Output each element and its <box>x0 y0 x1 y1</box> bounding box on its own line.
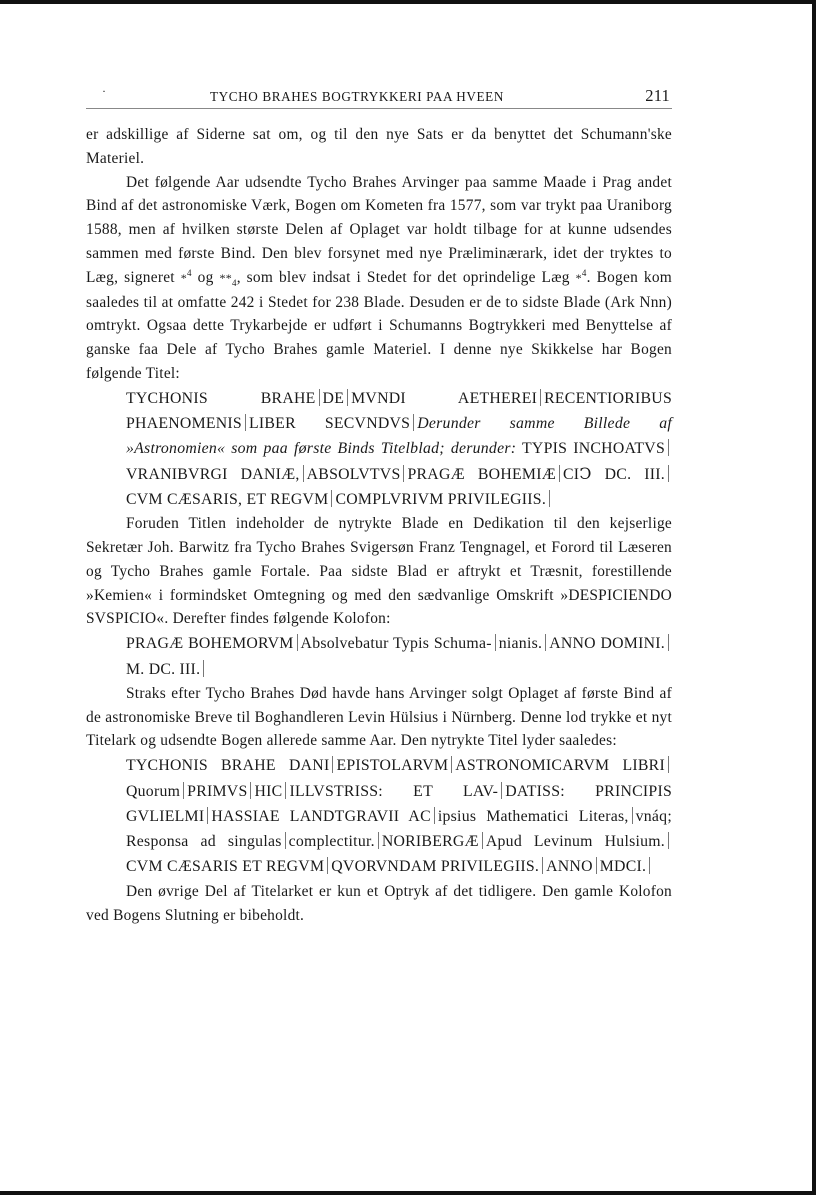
line-break-mark <box>331 490 332 507</box>
line-break-mark <box>378 832 379 849</box>
book-page <box>86 86 672 927</box>
title-segment: Apud Levinum Hulsium. <box>485 833 666 851</box>
line-break-mark <box>297 634 298 651</box>
line-break-mark <box>183 782 184 799</box>
line-break-mark <box>303 465 304 482</box>
line-break-mark <box>347 389 348 406</box>
line-break-mark <box>285 782 286 799</box>
title-segment: PRAGÆ BOHEMIÆ <box>407 465 557 483</box>
title-quote-2 <box>126 753 672 879</box>
colophon-segment: ANNO DOMINI. <box>549 635 665 653</box>
line-break-mark <box>403 465 404 482</box>
page-number: 211 <box>645 86 670 105</box>
line-break-mark <box>482 832 483 849</box>
colophon-segment: Absolvebatur Typis Schuma- <box>300 635 492 653</box>
line-break-mark <box>495 634 496 651</box>
title-segment: complectitur. <box>288 833 375 851</box>
colophon-segment: PRAGÆ BOHEMORVM <box>126 635 294 653</box>
line-break-mark <box>413 414 414 431</box>
running-title: TYCHO BRAHES BOGTRYKKERI PAA HVEEN <box>210 89 504 104</box>
signature-subscript: 4 <box>231 277 237 288</box>
line-break-mark <box>649 857 650 874</box>
title-segment: vnáq; Responsa ad singulas <box>126 807 672 851</box>
line-break-mark <box>501 782 502 799</box>
title-segment: HIC <box>254 782 283 800</box>
line-break-mark <box>596 857 597 874</box>
signature-superscript: 4 <box>186 267 192 278</box>
colophon-segment: M. DC. III. <box>126 660 201 678</box>
paragraph-2-part-b: og <box>197 268 214 286</box>
line-break-mark <box>327 857 328 874</box>
line-break-mark <box>668 465 669 482</box>
title-segment: LIBER SECVNDVS <box>248 415 411 433</box>
running-head <box>86 86 672 108</box>
title-segment: CVM CÆSARIS, ET REGVM <box>126 490 329 508</box>
title-segment: COMPLVRIVM PRIVILEGIIS. <box>335 490 547 508</box>
scan-border-right <box>812 0 816 1195</box>
line-break-mark <box>332 756 333 773</box>
title-segment: PRIMVS <box>187 782 248 800</box>
title-segment: CIↃ DC. III. <box>563 465 665 483</box>
title-segment: RECENTIORIBUS PHAENOMENIS <box>126 389 672 433</box>
paragraph-4: Straks efter Tycho Brahes Død havde hans Arvinger solgt Oplaget af første Bind af de astronomiske Breve til Boghandleren Levin Hülsius i Nürnberg. Denne lod trykke et nyt Titelark og udsendte Bogen allerede samme Aar. Den nytrykte Titel lyder saaledes: <box>86 684 672 750</box>
line-break-mark <box>632 807 633 824</box>
title-segment: ILLVSTRISS: ET LAV- <box>289 782 499 800</box>
title-segment: MVNDI AETHEREI <box>351 389 538 407</box>
line-break-mark <box>540 389 541 406</box>
scan-border-bottom <box>0 1191 816 1195</box>
header-mark: · <box>102 84 107 98</box>
title-segment: Quorum <box>126 782 181 800</box>
title-segment: ipsius Mathematici Literas, <box>437 807 629 825</box>
signature-mark: * <box>180 270 187 285</box>
line-break-mark <box>434 807 435 824</box>
line-break-mark <box>250 782 251 799</box>
signature-mark: ** <box>219 270 232 285</box>
line-break-mark <box>668 634 669 651</box>
title-segment: TYPIS INCHOATVS <box>522 440 665 458</box>
title-segment: DATISS: PRINCIPIS GVLIELMI <box>126 782 672 825</box>
title-segment: TYCHONIS BRAHE DANI <box>126 757 330 775</box>
paragraph-3: Foruden Titlen indeholder de nytrykte Blade en Dedikation til den kejserlige Sekretær Joh. Barwitz fra Tycho Brahes Svigersøn Franz Tengnagel, et Forord til Læseren og Tycho Brahes gamle Fortale. Paa sidste Blad er aftrykt et Træsnit, forestillende »Kemien« i formindsket Omtegning og med den sædvanlige Omskrift »DESPICIENDO SVSPICIO«. Derefter findes følgende Kolofon: <box>86 515 672 628</box>
line-break-mark <box>668 756 669 773</box>
paragraph-2-part-c: , som blev indsat i Stedet for det oprindelige Læg <box>236 268 570 286</box>
signature-mark: * <box>575 270 582 285</box>
line-break-mark <box>207 807 208 824</box>
paragraph-1: er adskillige af Siderne sat om, og til den nye Sats er da benyttet det Schumann'ske Materiel. <box>86 126 672 167</box>
line-break-mark <box>545 634 546 651</box>
colophon-segment: nianis. <box>498 635 543 653</box>
colophon-quote <box>126 631 672 682</box>
title-segment: MDCI. <box>599 858 647 876</box>
line-break-mark <box>549 490 550 507</box>
line-break-mark <box>319 389 320 406</box>
title-segment: CVM CÆSARIS ET REGVM <box>126 858 325 876</box>
line-break-mark <box>451 756 452 773</box>
title-segment: HASSIAE LANDTGRAVII AC <box>211 807 431 825</box>
body-text <box>86 123 672 927</box>
line-break-mark <box>668 439 669 456</box>
title-segment: QVORVNDAM PRIVILEGIIS. <box>331 858 540 876</box>
title-segment: EPISTOLARVM <box>336 757 449 775</box>
title-quote-1 <box>126 386 672 512</box>
line-break-mark <box>559 465 560 482</box>
paragraph-2-part-a: Det følgende Aar udsendte Tycho Brahes Arvinger paa samme Maade i Prag andet Bind af det astronomiske Værk, Bogen om Kometen fra 1577, som var trykt paa Uraniborg 1588, men af hvilken største Delen af Oplaget var holdt tilbage for at kunne udsendes sammen med første Bind. Den blev forsynet med nye Præliminærark, idet der tryktes to Læg, signeret <box>86 173 672 286</box>
paragraph-2 <box>86 171 672 386</box>
title-segment: ABSOLVTVS <box>306 465 401 483</box>
title-segment: ANNO <box>546 858 593 876</box>
line-break-mark <box>245 414 246 431</box>
title-segment: ASTRONOMICARVM LIBRI <box>455 757 665 775</box>
header-rule <box>86 108 672 109</box>
editorial-note: Derunder samme Billede af »Astronomien« som paa første Binds Titelblad; derunder: <box>126 415 672 458</box>
paragraph-2-part-d: . Bogen kom saaledes til at omfatte 242 i Stedet for 238 Blade. Desuden er de to sidste Blade (Ark Nnn) omtrykt. Ogsaa dette Trykarbejde er udført i Schumanns Bogtrykkeri med Benyttelse af ganske faa Dele af Tycho Brahes gamle Materiel. I denne nye Skikkelse har Bogen følgende Titel: <box>86 268 673 382</box>
title-segment: TYCHONIS BRAHE <box>126 389 316 407</box>
signature-superscript: 4 <box>581 267 587 278</box>
line-break-mark <box>285 832 286 849</box>
line-break-mark <box>203 660 204 677</box>
scan-border-top <box>0 0 816 4</box>
line-break-mark <box>542 857 543 874</box>
title-segment: DE <box>322 389 345 407</box>
title-segment: VRANIBVRGI DANIÆ, <box>126 465 300 483</box>
paragraph-5: Den øvrige Del af Titelarket er kun et Optryk af det tidligere. Den gamle Kolofon ved Bogens Slutning er bibeholdt. <box>86 882 672 924</box>
line-break-mark <box>668 832 669 849</box>
title-segment: NORIBERGÆ <box>381 833 479 851</box>
